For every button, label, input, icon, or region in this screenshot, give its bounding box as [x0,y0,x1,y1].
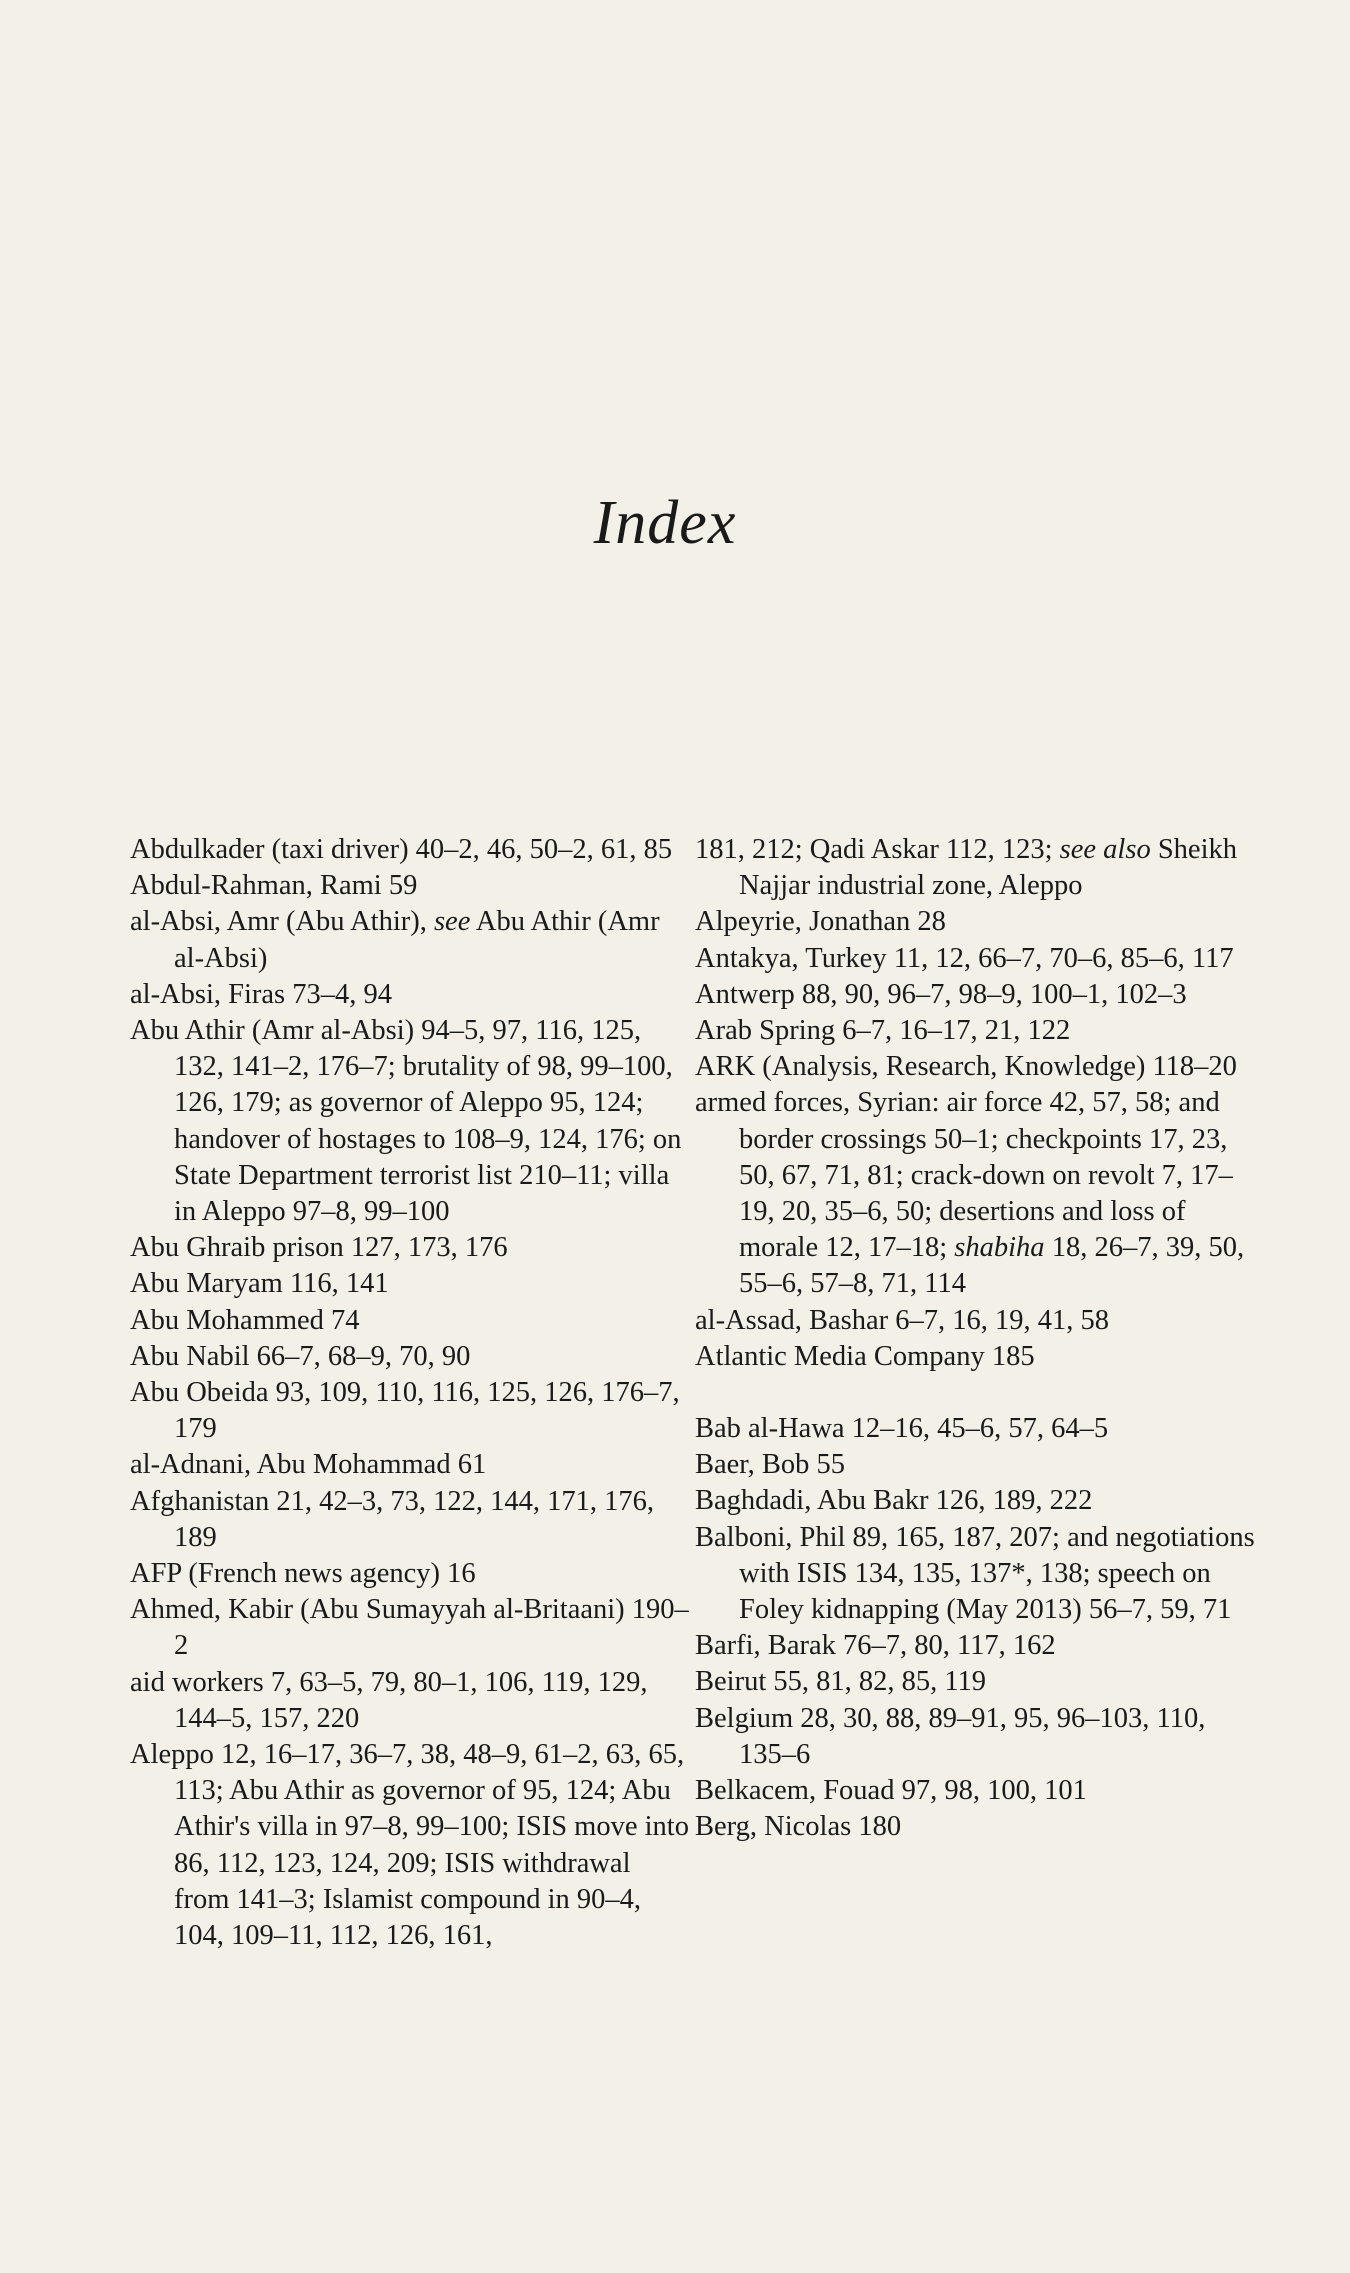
entry-text: armed forces, Syrian: air force 42, 57, 58; and border crossings 50–1; checkpoints 17, 23, 50, 67, 71, 81; crack-down on revolt 7, 17–19, 20, 35–6, 50; desertions and loss of morale 12, 17–18; [695,1087,1233,1264]
index-entry: Bab al-Hawa 12–16, 45–6, 57, 64–5 [695,1413,1109,1445]
index-entry [695,1085,1255,1302]
index-entry: Ahmed, Kabir (Abu Sumayyah al-Britaani) 190–2 [130,1594,689,1662]
index-entry: Alpeyrie, Jonathan 28 [695,906,946,938]
index-entry: Abu Ghraib prison 127, 173, 176 [130,1232,508,1264]
index-entry: Baer, Bob 55 [695,1449,846,1481]
index-entry: Abu Athir (Amr al-Absi) 94–5, 97, 116, 125, 132, 141–2, 176–7; brutality of 98, 99–100, 126, 179; as governor of Aleppo 95, 124; handover of hostages to 108–9, 124, 176; on State Department terrorist list 210–11; villa in Aleppo 97–8, 99–100 [130,1015,682,1228]
index-entry: Atlantic Media Company 185 [695,1340,1035,1372]
index-entry: al-Absi, Firas 73–4, 94 [130,978,393,1010]
index-entry: AFP (French news agency) 16 [130,1558,476,1590]
entry-text: 181, 212; Qadi Askar 112, 123; [695,834,1060,865]
index-entry: al-Adnani, Abu Mohammad 61 [130,1449,487,1481]
index-column-left [130,832,690,1954]
index-entry: Baghdadi, Abu Bakr 126, 189, 222 [695,1485,1093,1517]
index-entry: Abdul-Rahman, Rami 59 [130,870,418,902]
index-entry: Abu Mohammed 74 [130,1304,360,1336]
page-title: Index [593,489,737,557]
index-entry: Abu Maryam 116, 141 [130,1268,389,1300]
entry-text: Sheikh Najjar industrial zone, Aleppo [739,834,1237,902]
index-column-right [695,832,1255,1845]
index-entry: Aleppo 12, 16–17, 36–7, 38, 48–9, 61–2, 63, 65, 113; Abu Athir as governor of 95, 124; Abu Athir's villa in 97–8, 99–100; ISIS move into 86, 112, 123, 124, 209; ISIS withdrawal from 141–3; Islamist compound in 90–4, 104, 109–11, 112, 126, 161, [130,1739,689,1952]
entry-text: al-Absi, Amr (Abu Athir), [130,906,434,938]
entry-italic-text: see also [1059,834,1151,865]
index-entry: Abu Nabil 66–7, 68–9, 70, 90 [130,1340,471,1372]
index-entry: Afghanistan 21, 42–3, 73, 122, 144, 171, 176, 189 [130,1485,655,1553]
entry-italic-text: shabiha [954,1232,1045,1264]
index-entry: Beirut 55, 81, 82, 85, 119 [695,1666,987,1698]
index-entry: Arab Spring 6–7, 16–17, 21, 122 [695,1015,1071,1047]
index-entry: aid workers 7, 63–5, 79, 80–1, 106, 119, 129, 144–5, 157, 220 [130,1666,648,1734]
index-entry: Barfi, Barak 76–7, 80, 117, 162 [695,1630,1056,1662]
index-entry: Berg, Nicolas 180 [695,1811,902,1843]
index-entry: al-Assad, Bashar 6–7, 16, 19, 41, 58 [695,1304,1109,1336]
index-entry: ARK (Analysis, Research, Knowledge) 118–20 [695,1051,1237,1083]
index-entry: Antakya, Turkey 11, 12, 66–7, 70–6, 85–6, 117 [695,942,1234,974]
index-entry: Balboni, Phil 89, 165, 187, 207; and negotiations with ISIS 134, 135, 137*, 138; speech on Foley kidnapping (May 2013) 56–7, 59, 71 [695,1521,1255,1626]
index-entry: Antwerp 88, 90, 96–7, 98–9, 100–1, 102–3 [695,978,1187,1010]
entry-italic-text: see [433,906,471,938]
index-entry: Abdulkader (taxi driver) 40–2, 46, 50–2, 61, 85 [130,834,673,865]
entry-text: 18, 26–7, 39, 50, 55–6, 57–8, 71, 114 [739,1232,1245,1300]
index-entry: Belkacem, Fouad 97, 98, 100, 101 [695,1775,1087,1807]
index-entry: Belgium 28, 30, 88, 89–91, 95, 96–103, 110, 135–6 [695,1702,1206,1770]
index-entry: Abu Obeida 93, 109, 110, 116, 125, 126, 176–7, 179 [130,1377,680,1445]
index-entry [695,832,1255,904]
entry-text: Abu Athir (Amr al-Absi) [174,906,660,974]
index-entry [130,904,690,976]
